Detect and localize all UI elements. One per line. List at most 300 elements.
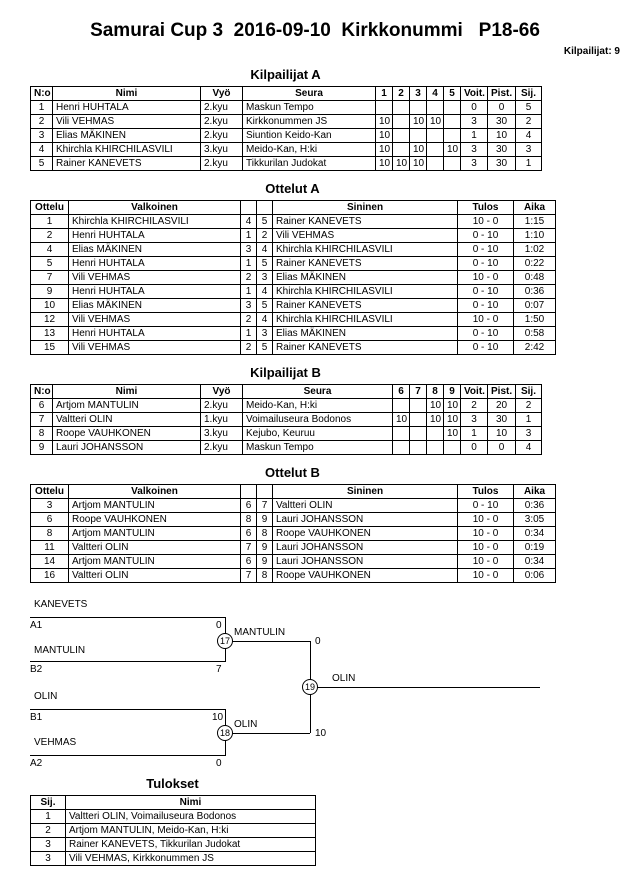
column-header: Nimi <box>66 796 316 810</box>
table-cell <box>410 427 427 441</box>
table-cell <box>427 427 444 441</box>
table-cell: Vili VEHMAS, Kirkkonummen JS <box>66 852 316 866</box>
table-cell: 4 <box>257 243 273 257</box>
column-header <box>241 485 257 499</box>
table-cell: 0 - 10 <box>458 257 514 271</box>
table-cell: Roope VAUHKONEN <box>273 569 458 583</box>
bracket-line <box>30 661 226 662</box>
table-cell: 0:36 <box>514 499 556 513</box>
table-cell: Vili VEHMAS <box>69 313 241 327</box>
table-cell: 7 <box>241 569 257 583</box>
table-cell: 5 <box>31 157 53 171</box>
column-header: Ottelu <box>31 485 69 499</box>
table-cell: Henri HUHTALA <box>69 257 241 271</box>
table-row <box>31 441 542 455</box>
table-row <box>31 327 556 341</box>
table-cell: Khirchla KHIRCHILASVILI <box>69 215 241 229</box>
tulokset-table <box>30 795 316 866</box>
table-cell: 9 <box>257 555 273 569</box>
table-row <box>31 513 556 527</box>
table-cell: 2.kyu <box>201 441 243 455</box>
table-cell: 8 <box>257 569 273 583</box>
table-cell: 10 <box>444 399 461 413</box>
table-cell: 5 <box>257 299 273 313</box>
table-cell: Elias MÄKINEN <box>69 299 241 313</box>
table-cell <box>410 413 427 427</box>
table-cell: 10 <box>393 157 410 171</box>
column-header: 4 <box>427 87 444 101</box>
table-cell <box>427 441 444 455</box>
table-cell: 5 <box>516 101 542 115</box>
column-header: N:o <box>31 87 53 101</box>
column-header <box>241 201 257 215</box>
table-cell: 0:22 <box>514 257 556 271</box>
table-cell: 10 <box>444 143 461 157</box>
table-row <box>31 341 556 355</box>
table-cell: Maskun Tempo <box>243 441 393 455</box>
table-cell: 11 <box>31 541 69 555</box>
table-cell: Artjom MANTULIN, Meido-Kan, H:ki <box>66 824 316 838</box>
column-header: N:o <box>31 385 53 399</box>
column-header: Voit. <box>461 87 488 101</box>
table-cell: 3 <box>516 143 542 157</box>
table-cell: 0:36 <box>514 285 556 299</box>
table-header-row <box>31 87 542 101</box>
table-cell: 0 - 10 <box>458 243 514 257</box>
table-cell <box>427 157 444 171</box>
table-cell: 1 <box>31 101 53 115</box>
table-row <box>31 413 542 427</box>
table-cell: 2 <box>241 313 257 327</box>
table-row <box>31 527 556 541</box>
table-cell: 10 <box>376 157 393 171</box>
table-cell: 30 <box>488 115 516 129</box>
table-row <box>31 229 556 243</box>
table-cell: 0 <box>461 101 488 115</box>
table-cell: 3 <box>461 115 488 129</box>
bracket-semi2-top-name: OLIN <box>34 691 58 702</box>
table-cell: 0 - 10 <box>458 327 514 341</box>
table-cell: Elias MÄKINEN <box>273 271 458 285</box>
table-row <box>31 157 542 171</box>
table-cell: 4 <box>257 285 273 299</box>
table-cell <box>427 101 444 115</box>
table-cell: Roope VAUHKONEN <box>53 427 201 441</box>
table-cell: 1 <box>241 229 257 243</box>
table-cell: Kirkkonummen JS <box>243 115 376 129</box>
table-row <box>31 101 542 115</box>
table-cell <box>393 427 410 441</box>
column-header: 9 <box>444 385 461 399</box>
table-cell: 10 <box>376 115 393 129</box>
table-cell: 5 <box>257 215 273 229</box>
table-cell: 1 <box>31 810 66 824</box>
table-cell: 0 <box>461 441 488 455</box>
page-title: Samurai Cup 3 2016-09-10 Kirkkonummi P18-66 <box>90 20 540 41</box>
table-cell: Lauri JOHANSSON <box>273 555 458 569</box>
ottelut-b-table <box>30 484 556 583</box>
column-header: Pist. <box>488 385 516 399</box>
table-cell: 5 <box>257 341 273 355</box>
table-cell: Meido-Kan, H:ki <box>243 399 393 413</box>
bracket-semi1-bottom-seed: B2 <box>30 664 43 675</box>
table-cell: 2 <box>257 229 273 243</box>
table-cell: Rainer KANEVETS <box>273 257 458 271</box>
table-cell: 4 <box>516 441 542 455</box>
table-cell: Lauri JOHANSSON <box>273 541 458 555</box>
table-cell: 10 <box>427 413 444 427</box>
table-cell: 3 <box>516 427 542 441</box>
table-cell: 3 <box>257 327 273 341</box>
table-cell <box>427 143 444 157</box>
bracket-semi2-match-number: 18 <box>217 725 233 741</box>
table-cell: 6 <box>241 555 257 569</box>
table-cell: 7 <box>257 499 273 513</box>
table-cell: 4 <box>257 313 273 327</box>
column-header: 8 <box>427 385 444 399</box>
bracket-semi1-winner-score: 0 <box>315 636 321 647</box>
table-cell: Roope VAUHKONEN <box>273 527 458 541</box>
table-cell: 1 <box>241 327 257 341</box>
table-cell: 0:34 <box>514 527 556 541</box>
table-cell: 10 <box>444 427 461 441</box>
table-cell: Vili VEHMAS <box>53 115 201 129</box>
table-cell: 10 <box>444 413 461 427</box>
table-cell: 3 <box>461 413 488 427</box>
column-header: Tulos <box>458 485 514 499</box>
table-cell: 10 - 0 <box>458 569 514 583</box>
table-header-row <box>31 385 542 399</box>
table-cell: 2 <box>241 341 257 355</box>
bracket-semi1-winner-name: MANTULIN <box>234 627 286 638</box>
table-cell <box>393 115 410 129</box>
table-cell <box>376 101 393 115</box>
table-cell: 0 <box>488 441 516 455</box>
column-header: Ottelu <box>31 201 69 215</box>
table-cell: 1 <box>241 285 257 299</box>
table-cell: Elias MÄKINEN <box>69 243 241 257</box>
column-header: Aika <box>514 485 556 499</box>
table-cell: 4 <box>241 215 257 229</box>
column-header: Seura <box>243 385 393 399</box>
table-cell: 3 <box>461 157 488 171</box>
table-cell: 10 - 0 <box>458 271 514 285</box>
table-header-row <box>31 201 556 215</box>
table-cell <box>393 143 410 157</box>
table-cell: 2 <box>31 824 66 838</box>
table-cell: Tikkurilan Judokat <box>243 157 376 171</box>
table-row <box>31 243 556 257</box>
table-cell: 3 <box>31 129 53 143</box>
table-cell: 2 <box>31 115 53 129</box>
table-cell: 1 <box>461 427 488 441</box>
column-header: 7 <box>410 385 427 399</box>
table-cell: Rainer KANEVETS <box>273 299 458 313</box>
table-cell: Khirchla KHIRCHILASVILI <box>273 243 458 257</box>
column-header: Sij. <box>31 796 66 810</box>
table-cell <box>444 441 461 455</box>
bracket-semi1-bottom-score: 7 <box>216 664 222 675</box>
table-cell: 9 <box>257 541 273 555</box>
column-header: Valkoinen <box>69 485 241 499</box>
table-cell: 4 <box>516 129 542 143</box>
table-cell: Roope VAUHKONEN <box>69 513 241 527</box>
table-row <box>31 569 556 583</box>
ottelut-a-table <box>30 200 556 355</box>
table-cell: 8 <box>31 427 53 441</box>
table-cell: 2 <box>241 271 257 285</box>
table-cell: 3.kyu <box>201 427 243 441</box>
table-cell: 8 <box>257 527 273 541</box>
competitor-count-label: Kilpailijat: 9 <box>563 46 620 57</box>
column-header: Sininen <box>273 201 458 215</box>
table-cell: 12 <box>31 313 69 327</box>
table-row <box>31 838 316 852</box>
table-cell: Henri HUHTALA <box>69 285 241 299</box>
table-row <box>31 129 542 143</box>
table-header-row <box>31 796 316 810</box>
bracket-semi2-bottom-score: 0 <box>216 758 222 769</box>
table-cell: 10 - 0 <box>458 541 514 555</box>
table-cell: 10 <box>488 129 516 143</box>
table-cell <box>393 129 410 143</box>
table-cell <box>444 101 461 115</box>
final-bracket <box>30 597 600 772</box>
table-row <box>31 427 542 441</box>
table-cell: Voimailuseura Bodonos <box>243 413 393 427</box>
table-cell: Henri HUHTALA <box>69 327 241 341</box>
column-header: 6 <box>393 385 410 399</box>
table-cell: 1:50 <box>514 313 556 327</box>
bracket-semi1-bottom-name: MANTULIN <box>34 645 86 656</box>
bracket-line <box>30 755 226 756</box>
bracket-semi1-top-name: KANEVETS <box>34 599 88 610</box>
table-cell: 1:02 <box>514 243 556 257</box>
table-cell: 2 <box>31 229 69 243</box>
table-cell: 4 <box>31 143 53 157</box>
bracket-semi1-match-number: 17 <box>217 633 233 649</box>
table-cell: 10 - 0 <box>458 215 514 229</box>
bracket-line <box>30 709 226 710</box>
table-cell: 0 <box>488 101 516 115</box>
table-cell: Meido-Kan, H:ki <box>243 143 376 157</box>
table-cell: Elias MÄKINEN <box>53 129 201 143</box>
table-cell: Kejubo, Keuruu <box>243 427 393 441</box>
table-cell: 2.kyu <box>201 115 243 129</box>
table-cell: 0 - 10 <box>458 499 514 513</box>
table-cell: 1.kyu <box>201 413 243 427</box>
table-cell: 10 - 0 <box>458 313 514 327</box>
table-cell: Vili VEHMAS <box>273 229 458 243</box>
table-cell <box>393 441 410 455</box>
kilpailijat-b-table <box>30 384 542 455</box>
table-cell: 0:58 <box>514 327 556 341</box>
table-row <box>31 555 556 569</box>
table-cell: Rainer KANEVETS <box>273 215 458 229</box>
bracket-line <box>30 617 226 618</box>
table-cell: 16 <box>31 569 69 583</box>
table-cell: Henri HUHTALA <box>69 229 241 243</box>
table-cell <box>410 441 427 455</box>
table-cell: 0:07 <box>514 299 556 313</box>
table-cell: Valtteri OLIN, Voimailuseura Bodonos <box>66 810 316 824</box>
table-cell: 3 <box>31 499 69 513</box>
table-cell <box>444 115 461 129</box>
table-cell: 1 <box>516 413 542 427</box>
table-cell: 8 <box>31 527 69 541</box>
table-cell: Artjom MANTULIN <box>69 527 241 541</box>
table-cell <box>410 129 427 143</box>
table-row <box>31 257 556 271</box>
table-row <box>31 399 542 413</box>
table-cell: 10 - 0 <box>458 527 514 541</box>
table-cell: Rainer KANEVETS, Tikkurilan Judokat <box>66 838 316 852</box>
table-cell: 10 <box>410 115 427 129</box>
table-cell: Valtteri OLIN <box>273 499 458 513</box>
column-header: Nimi <box>53 385 201 399</box>
table-cell: 9 <box>31 441 53 455</box>
table-cell <box>444 157 461 171</box>
table-cell: 9 <box>31 285 69 299</box>
table-cell: 4 <box>31 243 69 257</box>
table-cell: 0:06 <box>514 569 556 583</box>
column-header: Aika <box>514 201 556 215</box>
table-cell: Khirchla KHIRCHILASVILI <box>53 143 201 157</box>
table-row <box>31 541 556 555</box>
column-header: Nimi <box>53 87 201 101</box>
table-cell: 2.kyu <box>201 101 243 115</box>
section-heading-tulokset: Tulokset <box>146 776 199 791</box>
table-cell: 2.kyu <box>201 399 243 413</box>
table-cell: Khirchla KHIRCHILASVILI <box>273 313 458 327</box>
table-cell: Rainer KANEVETS <box>273 341 458 355</box>
column-header <box>257 201 273 215</box>
table-header-row <box>31 485 556 499</box>
table-cell: Maskun Tempo <box>243 101 376 115</box>
table-cell <box>427 129 444 143</box>
table-cell: 1 <box>31 215 69 229</box>
table-row <box>31 271 556 285</box>
table-cell: 1 <box>461 129 488 143</box>
table-cell: 1 <box>516 157 542 171</box>
table-cell: Vili VEHMAS <box>69 271 241 285</box>
table-cell: 6 <box>31 399 53 413</box>
table-cell: 6 <box>241 527 257 541</box>
table-cell: 0:34 <box>514 555 556 569</box>
table-cell: 10 <box>376 129 393 143</box>
table-cell: 2.kyu <box>201 157 243 171</box>
table-row <box>31 143 542 157</box>
table-cell: 15 <box>31 341 69 355</box>
table-cell: 3 <box>257 271 273 285</box>
table-cell: 0 - 10 <box>458 299 514 313</box>
table-row <box>31 115 542 129</box>
bracket-semi2-top-seed: B1 <box>30 712 43 723</box>
bracket-semi2-bottom-seed: A2 <box>30 758 43 769</box>
table-cell: 10 - 0 <box>458 513 514 527</box>
bracket-semi2-winner-name: OLIN <box>234 719 258 730</box>
column-header: Valkoinen <box>69 201 241 215</box>
column-header: 1 <box>376 87 393 101</box>
table-cell: 2 <box>516 399 542 413</box>
table-cell: 3 <box>31 838 66 852</box>
table-cell: 10 <box>393 413 410 427</box>
table-cell: 0 - 10 <box>458 285 514 299</box>
table-cell: 7 <box>241 541 257 555</box>
table-row <box>31 313 556 327</box>
table-cell: Lauri JOHANSSON <box>273 513 458 527</box>
table-cell: 0:48 <box>514 271 556 285</box>
table-cell: 5 <box>31 257 69 271</box>
bracket-line <box>225 641 310 642</box>
bracket-semi2-winner-score: 10 <box>315 728 327 739</box>
column-header: Sij. <box>516 87 542 101</box>
table-cell: 3 <box>241 299 257 313</box>
table-cell: 10 <box>410 143 427 157</box>
table-cell: 2 <box>516 115 542 129</box>
table-cell: 3 <box>241 243 257 257</box>
table-cell: 10 <box>427 399 444 413</box>
table-cell: 6 <box>241 499 257 513</box>
table-cell: Siuntion Keido-Kan <box>243 129 376 143</box>
table-cell: 7 <box>31 413 53 427</box>
column-header <box>257 485 273 499</box>
table-cell: 3.kyu <box>201 143 243 157</box>
kilpailijat-a-table <box>30 86 542 171</box>
column-header: Voit. <box>461 385 488 399</box>
table-cell: 30 <box>488 413 516 427</box>
table-cell: 2 <box>461 399 488 413</box>
table-cell: 7 <box>31 271 69 285</box>
table-cell: 0:19 <box>514 541 556 555</box>
table-cell: 8 <box>241 513 257 527</box>
table-cell: Artjom MANTULIN <box>69 555 241 569</box>
table-cell: 5 <box>257 257 273 271</box>
bracket-final-winner-name: OLIN <box>332 673 356 684</box>
column-header: 3 <box>410 87 427 101</box>
table-cell: 3 <box>461 143 488 157</box>
table-cell: 3 <box>31 852 66 866</box>
table-cell <box>393 399 410 413</box>
table-cell: 10 <box>488 427 516 441</box>
table-cell: Valtteri OLIN <box>69 541 241 555</box>
table-cell: 30 <box>488 157 516 171</box>
section-heading-kilpailijat-a: Kilpailijat A <box>250 67 321 82</box>
table-cell: 2:42 <box>514 341 556 355</box>
column-header: Vyö <box>201 385 243 399</box>
bracket-semi2-top-score: 10 <box>212 712 224 723</box>
table-row <box>31 299 556 313</box>
table-cell: 0 - 10 <box>458 341 514 355</box>
column-header: Pist. <box>488 87 516 101</box>
table-cell: 2.kyu <box>201 129 243 143</box>
table-cell: 10 <box>376 143 393 157</box>
table-cell: 1:15 <box>514 215 556 229</box>
table-cell: Khirchla KHIRCHILASVILI <box>273 285 458 299</box>
column-header: 2 <box>393 87 410 101</box>
table-cell <box>410 399 427 413</box>
column-header: Tulos <box>458 201 514 215</box>
table-cell: 9 <box>257 513 273 527</box>
bracket-semi2-bottom-name: VEHMAS <box>34 737 77 748</box>
section-heading-ottelut-a: Ottelut A <box>265 181 320 196</box>
table-row <box>31 499 556 513</box>
column-header: Sininen <box>273 485 458 499</box>
bracket-semi1-top-seed: A1 <box>30 620 43 631</box>
table-cell: Lauri JOHANSSON <box>53 441 201 455</box>
table-cell <box>393 101 410 115</box>
table-cell: 0 - 10 <box>458 229 514 243</box>
